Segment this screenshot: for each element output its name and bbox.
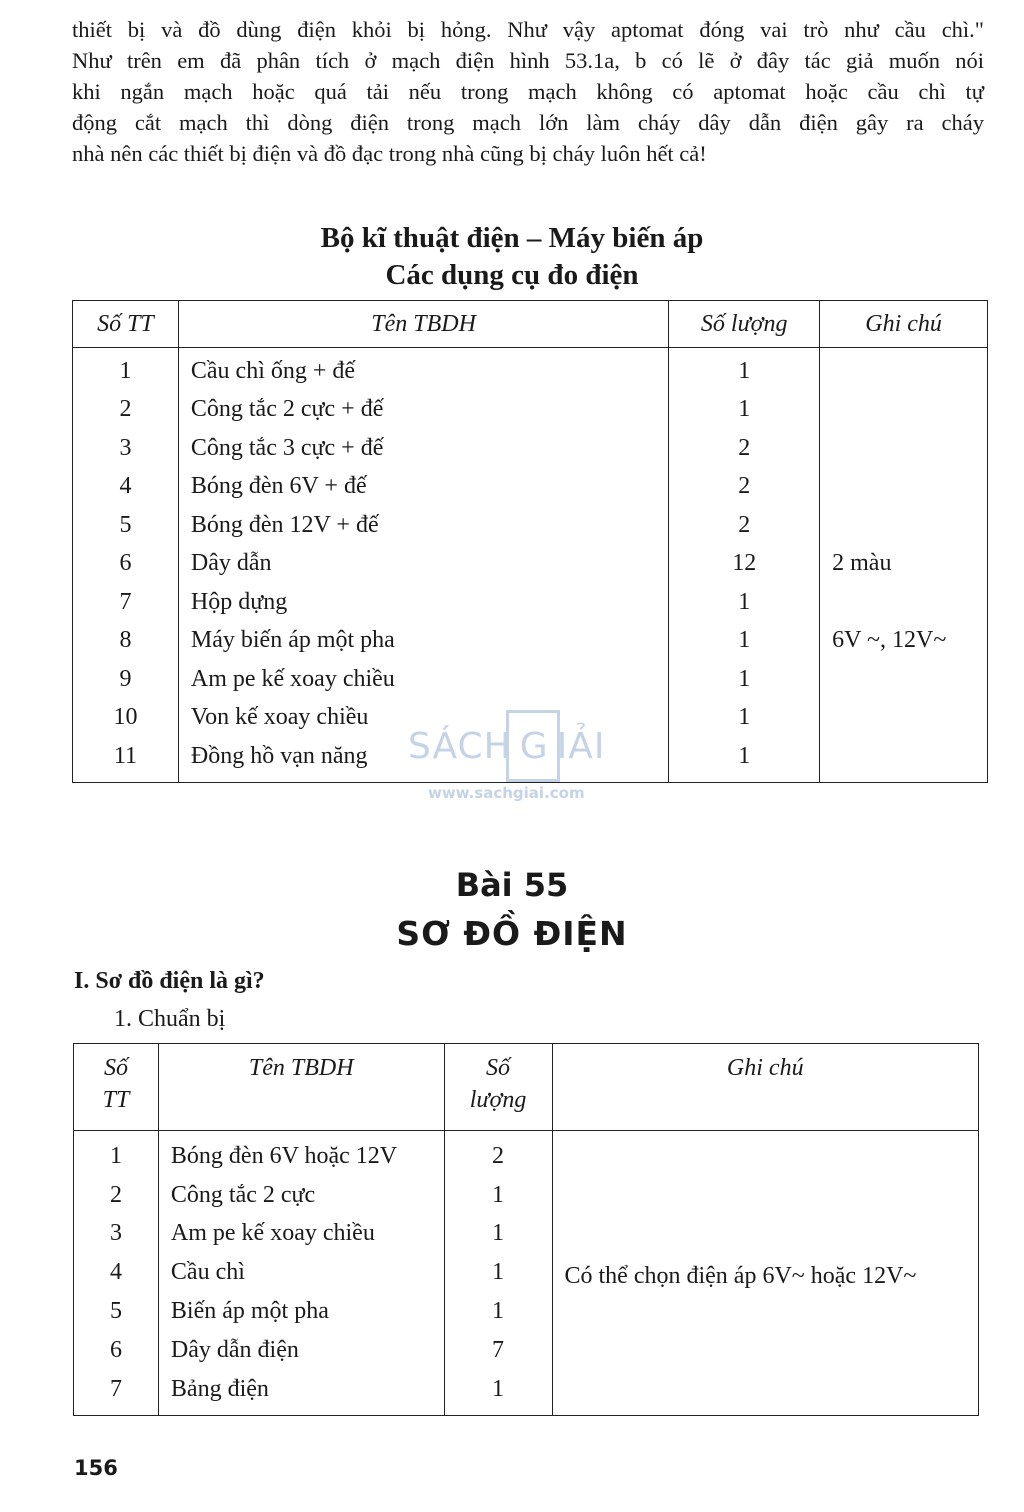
cell-name: Công tắc 3 cực + đế [178,429,668,468]
cell-qty: 2 [669,429,820,468]
page-number: 156 [74,1456,118,1480]
cell-no: 2 [74,1176,159,1215]
table-row [73,348,988,391]
table-row [73,583,988,622]
table-row [73,660,988,699]
cell-name: Bóng đèn 6V + đế [178,468,668,507]
intro-line: nhà nên các thiết bị điện và đồ đạc trong nhà cũng bị cháy luôn hết cả! [72,141,707,166]
cell-qty: 1 [669,391,820,430]
cell-note [820,660,988,699]
intro-paragraph [72,14,984,169]
cell-no: 6 [73,545,179,584]
section2-heading: I. Sơ đồ điện là gì? [74,968,265,994]
table-header-row [74,1044,979,1131]
header-name: Tên TBDH [178,301,668,348]
cell-qty: 1 [444,1370,552,1415]
cell-name: Cầu chì ống + đế [178,348,668,391]
section2-subheading: 1. Chuẩn bị [114,1006,226,1032]
cell-note [820,506,988,545]
cell-no: 7 [74,1370,159,1415]
table-row [73,622,988,661]
cell-no: 10 [73,699,179,738]
cell-name: Biến áp một pha [158,1292,444,1331]
cell-note [820,699,988,738]
cell-qty: 1 [669,348,820,391]
cell-note [820,737,988,782]
lesson-number: Bài 55 [455,866,569,904]
cell-qty: 1 [444,1292,552,1331]
cell-no: 1 [74,1131,159,1176]
cell-name: Am pe kế xoay chiều [178,660,668,699]
cell-no: 1 [73,348,179,391]
cell-name: Cầu chì [158,1253,444,1292]
cell-no: 2 [73,391,179,430]
table-row [73,391,988,430]
cell-qty: 1 [669,622,820,661]
table-header-row [73,301,988,348]
equipment-table-2 [73,1043,979,1416]
cell-note [820,468,988,507]
cell-name: Công tắc 2 cực + đế [178,391,668,430]
section1-title-line1: Bộ kĩ thuật điện – Máy biến áp [320,222,704,254]
section1-title-line2: Các dụng cụ đo điện [385,259,639,291]
header-no: Số TT [73,301,179,348]
watermark [408,706,618,806]
header-name: Tên TBDH [158,1044,444,1131]
cell-name: Von kế xoay chiều [178,699,668,738]
cell-note [820,583,988,622]
cell-no: 5 [73,506,179,545]
watermark-logo: SÁCH G IẢI [408,726,606,767]
cell-no: 3 [74,1215,159,1254]
cell-name: Bảng điện [158,1370,444,1415]
cell-no: 7 [73,583,179,622]
header-no: Số TT [74,1044,159,1131]
cell-qty: 2 [444,1131,552,1176]
intro-line: thiết bị và đồ dùng điện khỏi bị hỏng. Như vậy aptomat đóng vai trò như cầu chì." [72,17,984,42]
cell-name: Máy biến áp một pha [178,622,668,661]
cell-note: Có thể chọn điện áp 6V~ hoặc 12V~ [552,1131,979,1416]
cell-qty: 1 [444,1253,552,1292]
cell-name: Hộp dựng [178,583,668,622]
header-qty: Số lượng [669,301,820,348]
cell-qty: 12 [669,545,820,584]
table-row [73,429,988,468]
cell-qty: 1 [669,699,820,738]
cell-name: Am pe kế xoay chiều [158,1215,444,1254]
intro-line: Như trên em đã phân tích ở mạch điện hình 53.1a, b có lẽ ở đây tác giả muốn nói [72,48,984,73]
cell-qty: 2 [669,468,820,507]
cell-qty: 7 [444,1331,552,1370]
table-row [74,1131,979,1176]
cell-no: 9 [73,660,179,699]
header-note: Ghi chú [552,1044,979,1131]
intro-line: khi ngắn mạch hoặc quá tải nếu trong mạch không có aptomat hoặc cầu chì tự [72,79,984,104]
cell-name: Bóng đèn 12V + đế [178,506,668,545]
cell-name: Dây dẫn điện [158,1331,444,1370]
header-qty: Số lượng [444,1044,552,1131]
cell-qty: 1 [669,660,820,699]
cell-note [820,429,988,468]
table-row [73,506,988,545]
cell-no: 4 [74,1253,159,1292]
cell-note: 2 màu [820,545,988,584]
cell-name: Đồng hồ vạn năng [178,737,668,782]
watermark-url: www.sachgiai.com [428,784,585,802]
header-note: Ghi chú [820,301,988,348]
cell-qty: 1 [669,583,820,622]
cell-no: 11 [73,737,179,782]
cell-note [820,348,988,391]
cell-qty: 1 [669,737,820,782]
cell-no: 5 [74,1292,159,1331]
cell-no: 6 [74,1331,159,1370]
cell-note [820,391,988,430]
table-row [73,545,988,584]
cell-name: Bóng đèn 6V hoặc 12V [158,1131,444,1176]
table-row [73,468,988,507]
cell-name: Công tắc 2 cực [158,1176,444,1215]
cell-name: Dây dẫn [178,545,668,584]
cell-qty: 1 [444,1176,552,1215]
cell-no: 3 [73,429,179,468]
cell-note: 6V ~, 12V~ [820,622,988,661]
cell-qty: 1 [444,1215,552,1254]
cell-qty: 2 [669,506,820,545]
intro-line: động cắt mạch thì dòng điện trong mạch lớn làm cháy dây dẫn điện gây ra cháy [72,110,984,135]
cell-no: 4 [73,468,179,507]
cell-no: 8 [73,622,179,661]
lesson-title: SƠ ĐỒ ĐIỆN [396,914,628,953]
